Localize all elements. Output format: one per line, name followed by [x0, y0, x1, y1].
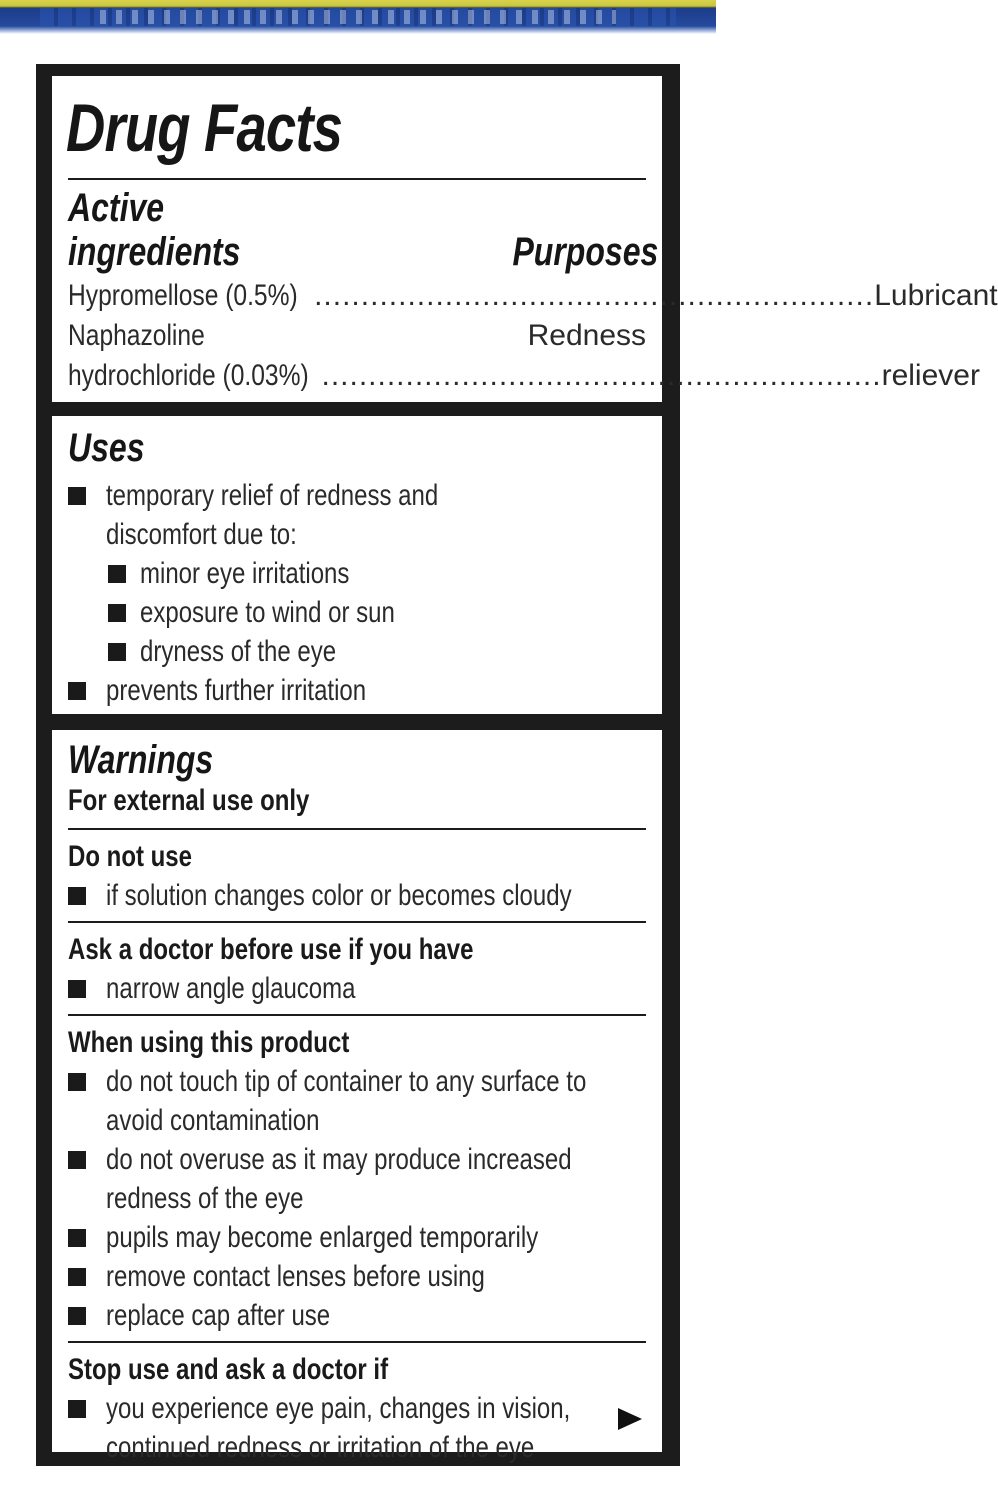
square-bullet-icon — [68, 980, 86, 998]
package-band-text — [100, 10, 616, 24]
ingredient-name: hydrochloride (0.03%) — [68, 359, 309, 392]
section-heading: Do not use — [68, 840, 192, 873]
square-bullet-icon — [68, 487, 86, 505]
list-item: replace cap after use — [68, 1296, 646, 1335]
square-bullet-icon — [68, 1229, 86, 1247]
ingredient-rows — [68, 276, 998, 396]
uses-box — [52, 416, 662, 714]
list-item: narrow angle glaucoma — [68, 969, 646, 1008]
leader-dots: ............................................................ — [321, 359, 882, 392]
ingredient-row — [68, 316, 646, 356]
section-heading: Stop use and ask a doctor if — [68, 1353, 389, 1386]
ingredient-row — [68, 276, 998, 316]
list-item: remove contact lenses before using — [68, 1257, 646, 1296]
external-use-notice: For external use only — [68, 784, 310, 817]
square-bullet-icon — [68, 1307, 86, 1325]
ingredient-purpose: Lubricant — [874, 279, 998, 312]
section-heading: Ask a doctor before use if you have — [68, 933, 474, 966]
square-bullet-icon — [68, 1268, 86, 1286]
sub-list-item: exposure to wind or sun — [68, 593, 646, 632]
list-item: temporary relief of redness and discomfort due to: — [68, 476, 646, 554]
when-using-section — [68, 1014, 646, 1335]
active-ingredients-heading: Active ingredients — [68, 186, 241, 274]
ingredient-row — [68, 356, 980, 396]
active-ingredients-box — [52, 76, 998, 402]
ingredient-name: Naphazoline — [68, 319, 205, 352]
ingredient-purpose: Redness — [527, 319, 646, 352]
square-bullet-icon — [108, 565, 126, 583]
section-heading: When using this product — [68, 1026, 350, 1059]
square-bullet-icon — [68, 1151, 86, 1169]
list-item: if solution changes color or becomes cloudy — [68, 876, 646, 915]
list-item: do not touch tip of container to any surface to avoid contamination — [68, 1062, 646, 1140]
do-not-use-section — [68, 828, 646, 915]
sub-list-item: dryness of the eye — [68, 632, 646, 671]
drug-facts-title: Drug Facts — [66, 90, 343, 166]
warnings-box — [52, 730, 662, 1464]
square-bullet-icon — [108, 643, 126, 661]
warnings-heading: Warnings — [68, 738, 214, 782]
list-item: prevents further irritation — [68, 671, 646, 710]
square-bullet-icon — [68, 1073, 86, 1091]
stop-use-section — [68, 1341, 646, 1467]
ingredient-name: Hypromellose (0.5%) — [68, 279, 298, 312]
square-bullet-icon — [68, 682, 86, 700]
square-bullet-icon — [68, 887, 86, 905]
leader-dots: ............................................................ — [314, 279, 875, 312]
sub-list-item: minor eye irritations — [68, 554, 646, 593]
ask-doctor-section — [68, 921, 646, 1008]
continue-arrow-icon — [618, 1408, 642, 1430]
package-top-strip — [0, 0, 716, 34]
list-item: you experience eye pain, changes in vision, continued redness or irritation of the eye — [68, 1389, 646, 1467]
active-header-row — [68, 186, 659, 274]
list-item: do not overuse as it may produce increased redness of the eye — [68, 1140, 646, 1218]
uses-heading: Uses — [68, 426, 145, 470]
drug-facts-panel — [36, 64, 998, 1466]
purposes-heading: Purposes — [512, 230, 659, 274]
square-bullet-icon — [108, 604, 126, 622]
square-bullet-icon — [68, 1400, 86, 1418]
list-item: pupils may become enlarged temporarily — [68, 1218, 646, 1257]
ingredient-purpose: reliever — [881, 359, 980, 392]
title-divider — [68, 178, 646, 180]
